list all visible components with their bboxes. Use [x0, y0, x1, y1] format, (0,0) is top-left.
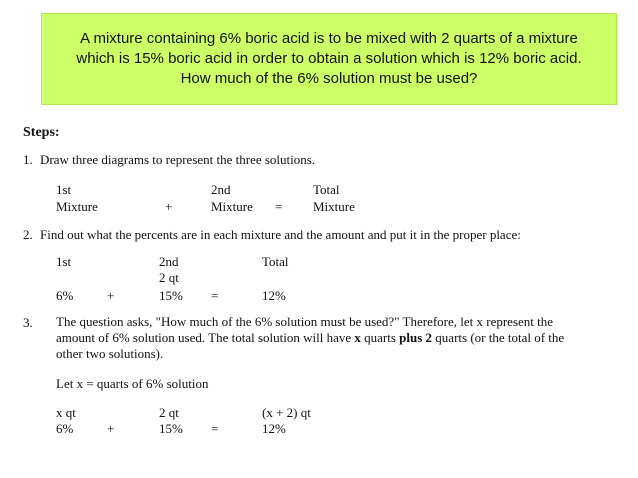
- step1-text: Draw three diagrams to represent the three solutions.: [40, 152, 316, 167]
- step3-amount-2: 2 qt: [159, 405, 179, 420]
- step1-number: 1.: [23, 152, 33, 167]
- step2-col1-header: 1st: [56, 254, 72, 269]
- problem-line-1: A mixture containing 6% boric acid is to be mixed with 2 quarts of a mixture: [80, 30, 578, 47]
- problem-statement: [64, 29, 593, 89]
- step3-let-statement: Let x = quarts of 6% solution: [56, 376, 209, 391]
- step3-line-2: [56, 330, 630, 346]
- step3-line-2-c: quarts (or the total of the: [432, 330, 565, 345]
- step2-col2-header: 2nd: [159, 254, 179, 269]
- step1-col1-line1: 1st: [56, 182, 72, 197]
- step2-text: Find out what the percents are in each mixture and the amount and put it in the proper place:: [40, 227, 521, 242]
- problem-line-2: which is 15% boric acid in order to obtain a solution which is 12% boric acid.: [76, 50, 582, 67]
- step3-number: 3.: [23, 315, 33, 330]
- step2-percent-3: 12%: [262, 288, 286, 303]
- step3-percent-3: 12%: [262, 421, 286, 436]
- step3-line-3: other two solutions).: [56, 346, 164, 361]
- step2-plus-sign: +: [107, 288, 115, 303]
- problem-line-3: How much of the 6% solution must be used?: [180, 70, 478, 87]
- step3-line-2-b: quarts: [360, 330, 400, 345]
- step3-percent-2: 15%: [159, 421, 183, 436]
- step3-amount-3: (x + 2) qt: [262, 405, 311, 420]
- step1-col2-line1: 2nd: [211, 182, 231, 197]
- problem-banner: [41, 13, 617, 105]
- step3-paragraph: [56, 314, 630, 362]
- step1-col3-line2: Mixture: [313, 199, 355, 214]
- step2-col2-amount: 2 qt: [159, 270, 179, 285]
- step2-col3-header: Total: [262, 254, 289, 269]
- step1-col1-line2: Mixture: [56, 199, 98, 214]
- steps-heading: Steps:: [23, 125, 60, 140]
- step2-number: 2.: [23, 227, 33, 242]
- step3-line-2-a: amount of 6% solution used. The total solution will have: [56, 330, 355, 345]
- step3-equals-sign: =: [211, 421, 219, 436]
- step2-equals-sign: =: [211, 288, 219, 303]
- step3-plus-sign: +: [107, 421, 115, 436]
- step3-line-2-x: x: [354, 330, 361, 345]
- step1-col2-line2: Mixture: [211, 199, 253, 214]
- step1-plus-sign: +: [165, 199, 173, 214]
- step1-col3-line1: Total: [313, 182, 340, 197]
- step2-percent-1: 6%: [56, 288, 74, 303]
- step3-line-1: The question asks, "How much of the 6% solution must be used?" Therefore, let x represent the: [56, 314, 554, 329]
- step3-line-2-plus-2: plus 2: [399, 330, 433, 345]
- step3-percent-1: 6%: [56, 421, 74, 436]
- step2-percent-2: 15%: [159, 288, 183, 303]
- step1-equals-sign: =: [275, 199, 283, 214]
- step3-amount-1: x qt: [56, 405, 76, 420]
